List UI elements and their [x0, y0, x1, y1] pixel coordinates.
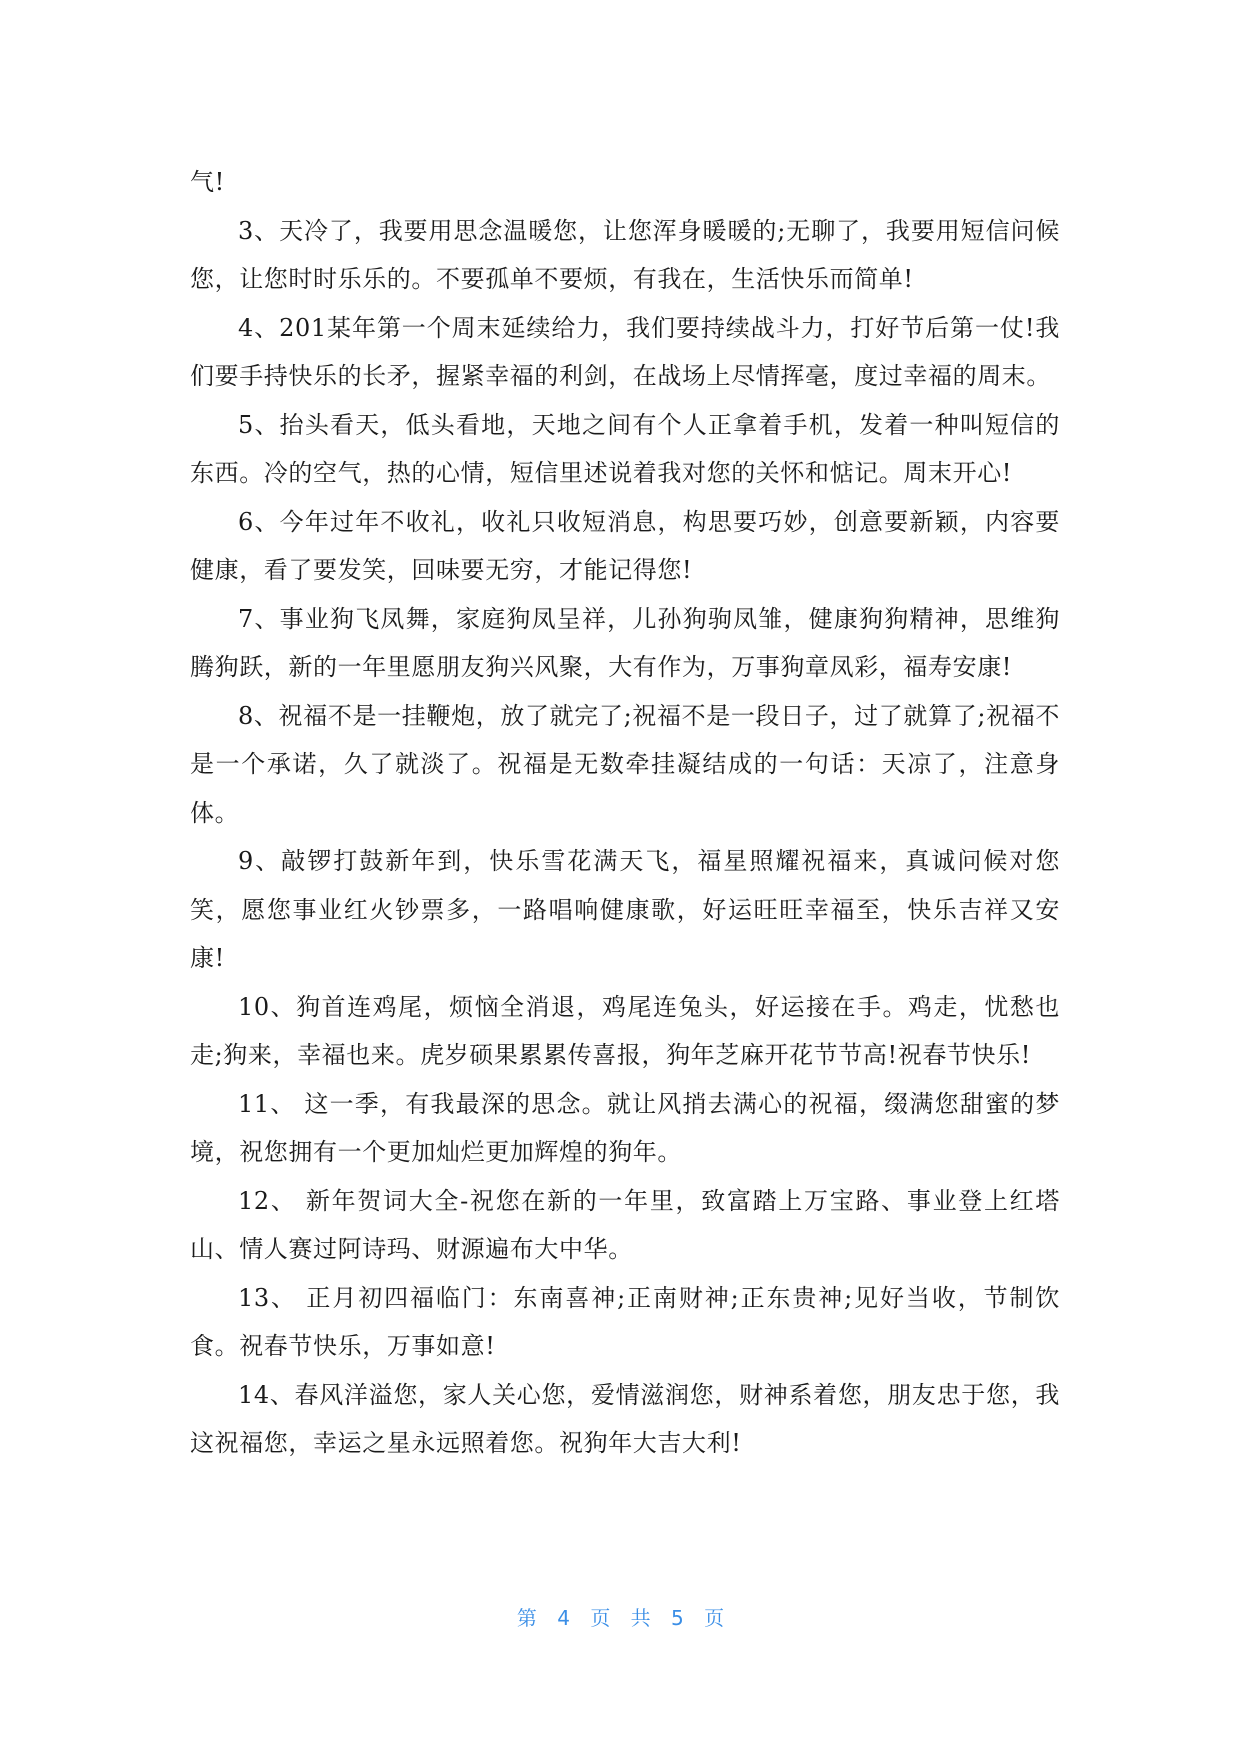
document-body	[190, 158, 1060, 1468]
page-number-footer: 第 4 页 共 5 页	[516, 1606, 725, 1630]
paragraph: 7、事业狗飞凤舞，家庭狗凤呈祥，儿孙狗驹凤雏，健康狗狗精神，思维狗腾狗跃，新的一年里愿朋友狗兴风聚，大有作为，万事狗章凤彩，福寿安康!	[190, 604, 1060, 681]
paragraph: 9、敲锣打鼓新年到，快乐雪花满天飞，福星照耀祝福来，真诚问候对您笑，愿您事业红火钞票多，一路唱响健康歌，好运旺旺幸福至，快乐吉祥又安康!	[190, 847, 1060, 972]
paragraph: 气!	[190, 168, 225, 196]
paragraph: 4、201某年第一个周末延续给力，我们要持续战斗力，打好节后第一仗!我们要手持快乐的长矛，握紧幸福的利剑，在战场上尽情挥毫，度过幸福的周末。	[190, 313, 1060, 390]
paragraph: 12、 新年贺词大全-祝您在新的一年里，致富踏上万宝路、事业登上红塔山、情人赛过阿诗玛、财源遍布大中华。	[190, 1186, 1060, 1263]
paragraph: 14、春风洋溢您，家人关心您，爱情滋润您，财神系着您，朋友忠于您，我这祝福您，幸运之星永远照着您。祝狗年大吉大利!	[190, 1380, 1060, 1457]
paragraph: 11、 这一季，有我最深的思念。就让风捎去满心的祝福，缀满您甜蜜的梦境，祝您拥有一个更加灿烂更加辉煌的狗年。	[190, 1089, 1060, 1166]
paragraph: 3、天冷了，我要用思念温暖您，让您浑身暖暖的;无聊了，我要用短信问候您，让您时时乐乐的。不要孤单不要烦，有我在，生活快乐而简单!	[190, 216, 1060, 293]
paragraph: 8、祝福不是一挂鞭炮，放了就完了;祝福不是一段日子，过了就算了;祝福不是一个承诺，久了就淡了。祝福是无数牵挂凝结成的一句话：天凉了，注意身体。	[190, 701, 1060, 827]
paragraph: 6、今年过年不收礼，收礼只收短消息，构思要巧妙，创意要新颖，内容要健康，看了要发笑，回味要无穷，才能记得您!	[190, 507, 1060, 584]
paragraph: 10、狗首连鸡尾，烦恼全消退，鸡尾连兔头，好运接在手。鸡走，忧愁也走;狗来，幸福也来。虎岁硕果累累传喜报，狗年芝麻开花节节高!祝春节快乐!	[190, 992, 1060, 1069]
paragraph: 5、抬头看天，低头看地，天地之间有个人正拿着手机，发着一种叫短信的东西。冷的空气，热的心情，短信里述说着我对您的关怀和惦记。周末开心!	[190, 410, 1060, 487]
paragraph: 13、 正月初四福临门：东南喜神;正南财神;正东贵神;见好当收，节制饮食。祝春节快乐，万事如意!	[190, 1283, 1060, 1360]
